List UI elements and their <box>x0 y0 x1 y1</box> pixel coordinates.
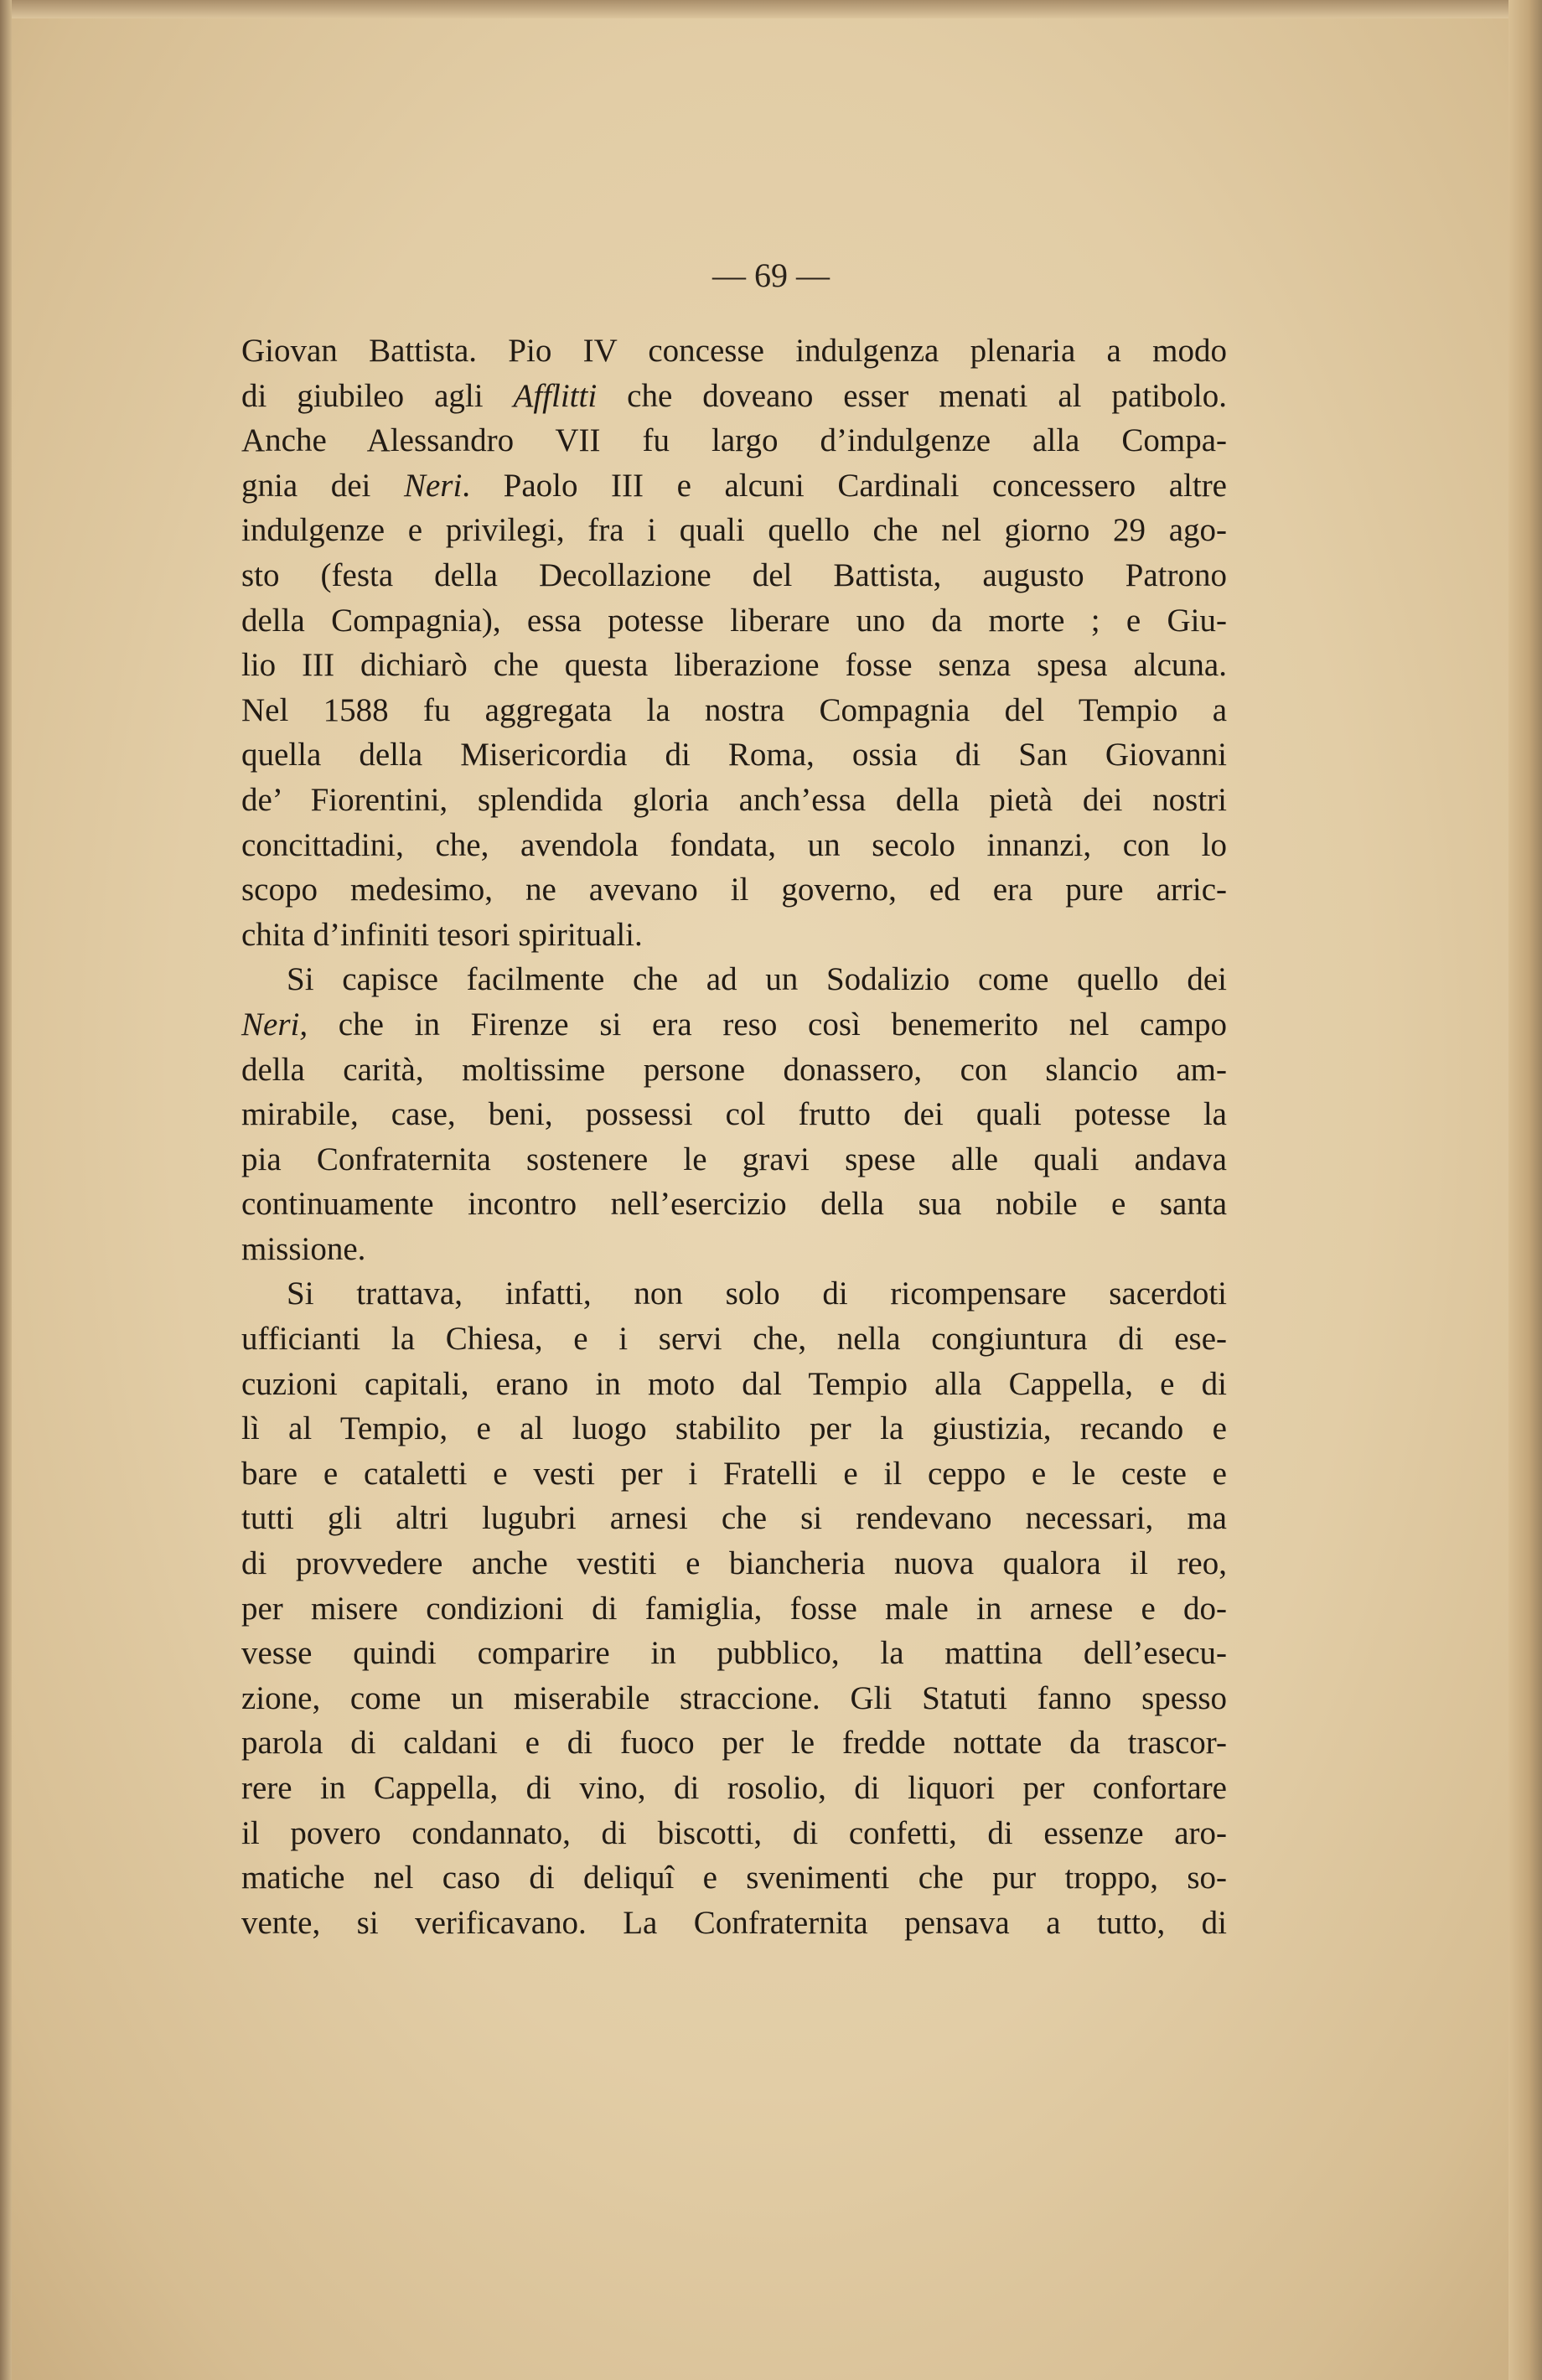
page-edge-right <box>1508 0 1542 2380</box>
line-text: il povero condannato, di biscotti, di confetti, di essenze aro- <box>241 1814 1227 1851</box>
line-text: di giubileo agli <box>241 377 514 414</box>
text-line <box>241 1362 1227 1407</box>
line-text: bare e cataletti e vesti per i Fratelli e il ceppo e le ceste e <box>241 1455 1227 1492</box>
line-text: Anche Alessandro VII fu largo d’indulgenze alla Compa- <box>241 422 1227 459</box>
text-line <box>241 1406 1227 1451</box>
line-text: che doveano esser menati al patibolo. <box>597 377 1227 414</box>
paragraph <box>241 957 1227 1271</box>
text-line <box>241 823 1227 868</box>
line-text: Si trattava, infatti, non solo di ricompensare sacerdoti <box>287 1275 1227 1312</box>
line-text: Nel 1588 fu aggregata la nostra Compagnia del Tempio a <box>241 691 1227 728</box>
line-text: Giovan Battista. Pio IV concesse indulgenza plenaria a modo <box>241 333 1227 369</box>
body-text <box>241 329 1227 1945</box>
line-text: missione. <box>241 1230 366 1267</box>
line-text: chita d’infiniti tesori spirituali. <box>241 916 643 953</box>
line-text: della Compagnia), essa potesse liberare uno da morte ; e Giu- <box>241 602 1227 639</box>
text-line <box>241 732 1227 778</box>
text-line <box>241 1182 1227 1227</box>
italic-term: Neri, <box>241 1006 308 1043</box>
text-line <box>241 598 1227 644</box>
paragraph <box>241 329 1227 957</box>
line-text: matiche nel caso di deliquî e svenimenti che pur troppo, so- <box>241 1860 1227 1896</box>
italic-term: Neri <box>403 467 463 504</box>
page-edge-top <box>0 0 1542 18</box>
text-line <box>241 374 1227 419</box>
line-text: per misere condizioni di famiglia, fosse male in arnese e do- <box>241 1590 1227 1627</box>
line-text: vente, si verificavano. La Confraternita pensava a tutto, di <box>241 1904 1227 1941</box>
line-text: cuzioni capitali, erano in moto dal Tempio alla Cappella, e di <box>241 1365 1227 1402</box>
line-text: indulgenze e privilegi, fra i quali quello che nel giorno 29 ago- <box>241 512 1227 549</box>
text-line <box>241 1227 1227 1272</box>
text-line <box>241 778 1227 823</box>
text-line <box>241 553 1227 598</box>
text-line <box>241 1002 1227 1048</box>
line-text: vesse quindi comparire in pubblico, la mattina dell’esecu- <box>241 1635 1227 1672</box>
line-text: de’ Fiorentini, splendida gloria anch’essa della pietà dei nostri <box>241 781 1227 818</box>
line-text: ufficianti la Chiesa, e i servi che, nella congiuntura di ese- <box>241 1321 1227 1358</box>
text-line <box>241 1720 1227 1766</box>
text-line <box>241 1631 1227 1676</box>
text-line <box>241 1451 1227 1497</box>
line-text: che in Firenze si era reso così benemerito nel campo <box>308 1006 1227 1043</box>
text-line <box>241 688 1227 733</box>
text-line <box>241 1811 1227 1856</box>
text-line <box>241 1048 1227 1093</box>
line-text: . Paolo III e alcuni Cardinali concessero altre <box>462 467 1227 504</box>
text-line <box>241 329 1227 374</box>
text-line <box>241 1586 1227 1632</box>
text-line <box>241 1766 1227 1811</box>
text-line <box>241 508 1227 553</box>
text-line <box>241 1271 1227 1317</box>
text-line <box>241 913 1227 958</box>
text-line <box>241 1092 1227 1137</box>
line-text: continuamente incontro nell’esercizio della sua nobile e santa <box>241 1186 1227 1223</box>
text-line <box>241 1137 1227 1182</box>
line-text: concittadini, che, avendola fondata, un secolo innanzi, con lo <box>241 826 1227 863</box>
paragraph <box>241 1271 1227 1945</box>
text-line <box>241 643 1227 688</box>
text-line <box>241 1541 1227 1586</box>
line-text: zione, come un miserabile straccione. Gli Statuti fanno spesso <box>241 1679 1227 1716</box>
text-line <box>241 1676 1227 1721</box>
text-line <box>241 957 1227 1002</box>
text-line <box>241 1901 1227 1946</box>
line-text: pia Confraternita sostenere le gravi spese alle quali andava <box>241 1141 1227 1177</box>
line-text: di provvedere anche vestiti e biancheria nuova qualora il reo, <box>241 1545 1227 1582</box>
line-text: tutti gli altri lugubri arnesi che si rendevano necessari, ma <box>241 1500 1227 1537</box>
text-line <box>241 1317 1227 1362</box>
line-text: lì al Tempio, e al luogo stabilito per la giustizia, recando e <box>241 1410 1227 1447</box>
page-number: — 69 — <box>712 256 830 294</box>
line-text: gnia dei <box>241 467 404 504</box>
page-edge-left <box>0 0 12 2380</box>
line-text: della carità, moltissime persone donassero, con slancio am- <box>241 1051 1227 1088</box>
line-text: sto (festa della Decollazione del Battista, augusto Patrono <box>241 556 1227 593</box>
text-line <box>241 867 1227 913</box>
line-text: parola di caldani e di fuoco per le fredde nottate da trascor- <box>241 1725 1227 1762</box>
text-line <box>241 1855 1227 1901</box>
italic-term: Afflitti <box>513 377 598 414</box>
text-line <box>241 1496 1227 1541</box>
line-text: rere in Cappella, di vino, di rosolio, di liquori per confortare <box>241 1770 1227 1806</box>
line-text: lio III dichiarò che questa liberazione fosse senza spesa alcuna. <box>241 647 1227 684</box>
line-text: Si capisce facilmente che ad un Sodalizio come quello dei <box>287 961 1227 998</box>
text-line <box>241 418 1227 463</box>
text-line <box>241 463 1227 509</box>
line-text: quella della Misericordia di Roma, ossia di San Giovanni <box>241 737 1227 774</box>
line-text: scopo medesimo, ne avevano il governo, ed era pure arric- <box>241 872 1227 908</box>
line-text: mirabile, case, beni, possessi col frutto dei quali potesse la <box>241 1096 1227 1133</box>
